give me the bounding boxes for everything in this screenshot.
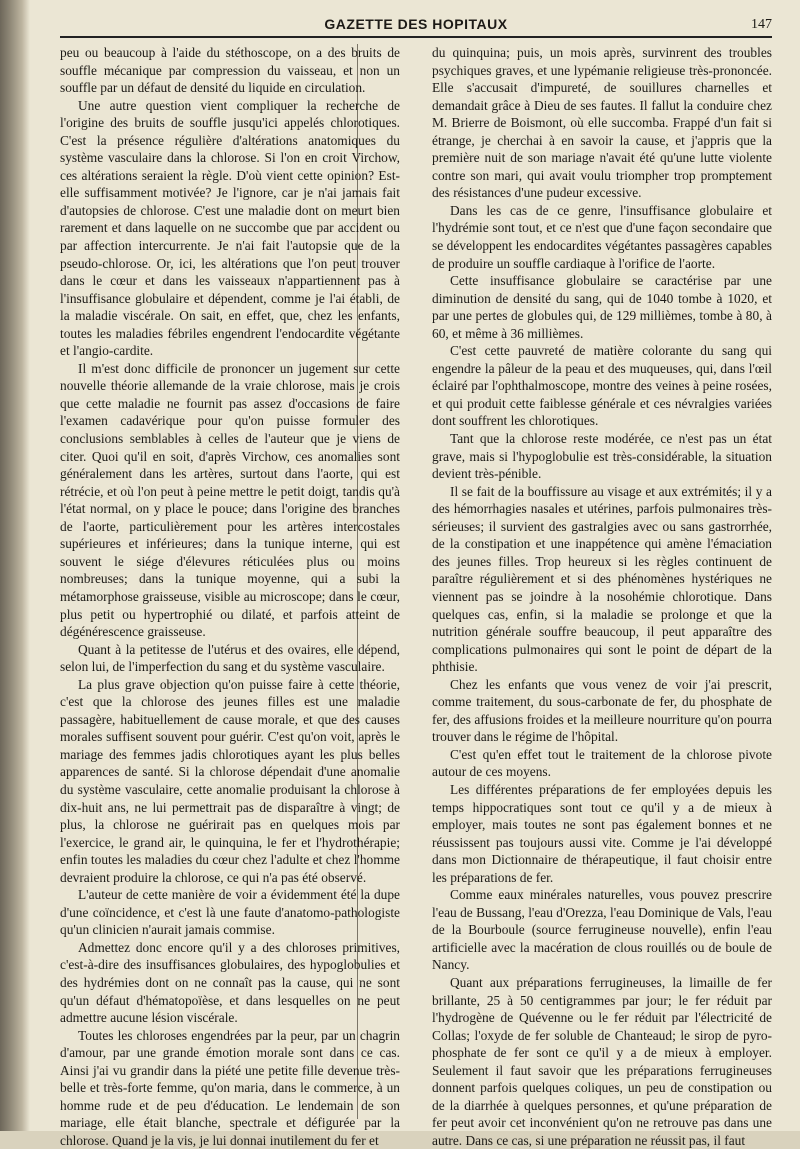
paragraph: L'auteur de cette manière de voir a évidemment été la dupe d'une coïncidence, et c'est là une faute d'anatomo-pathologiste qu'un clinicien n'aurait jamais commise. bbox=[60, 887, 400, 938]
paragraph: Cette insuffisance globulaire se caractérise par une diminution de densité du sang, qui de 1040 tombe à 1020, et par une pertes de globules qui, de 129 millièmes, tombe à 80, à 60, et même à 36 millièmes. bbox=[432, 273, 772, 341]
left-column bbox=[60, 44, 400, 1148]
page-number: 147 bbox=[751, 17, 772, 32]
paragraph: Tant que la chlorose reste modérée, ce n'est pas un état grave, mais si l'hypoglobulie est très-considérable, la situation devient très-pénible. bbox=[432, 431, 772, 482]
right-column bbox=[432, 44, 772, 1148]
paragraph: Quant à la petitesse de l'utérus et des ovaires, elle dépend, selon lui, de l'imperfection du sang et du système vasculaire. bbox=[60, 641, 400, 675]
page-binding-shadow bbox=[0, 0, 30, 1131]
paragraph: C'est cette pauvreté de matière colorante du sang qui engendre la pâleur de la peau et des muqueuses, qui, dans l'œil éclairé par l'ophthalmoscope, montre des veines à peine rosées, et qui produit cette faiblesse générale et ces névralgies variées dont souffrent les chlorotiques. bbox=[432, 343, 772, 429]
paragraph: Chez les enfants que vous venez de voir j'ai prescrit, comme traitement, du sous-carbonate de fer, du phosphate de fer, des affusions froides et la meilleure nourriture qu'on pourra trouver dans le régime de l'hôpital. bbox=[432, 676, 772, 745]
paragraph: Il se fait de la bouffissure au visage et aux extrémités; il y a des hémorrhagies nasales et utérines, parfois pulmonaires très-sérieuses; il survient des gastralgies avec ou sans gastrorrhée, de la constipation et une inappétence qui amène l'émaciation des jeunes filles. Trop heureux si les règles continuent de paraître régulièrement et si des phénomènes hystériques ne viennent pas se joindre à la nosohémie chlorotique. Dans quelques cas, enfin, si la maladie se prolonge et que la nutrition générale souffre beaucoup, il peut apparaître des complications pulmonaires qui sont le point de départ de la phthisie. bbox=[432, 483, 772, 675]
running-header bbox=[60, 14, 772, 38]
paragraph: Admettez donc encore qu'il y a des chloroses primitives, c'est-à-dire des insuffisances globulaires, des hypoglobulies et des hydrémies dont on ne connaît pas la cause, qui ne sont qu'un défaut d'hématopoïèse, et dans lesquelles on ne peut admettre aucune lésion viscérale. bbox=[60, 939, 400, 1026]
paragraph: Toutes les chloroses engendrées par la peur, par un chagrin d'amour, par une grande émotion morale sont dans ce cas. Ainsi j'ai vu grandir dans la piété une petite fille devenue très-belle et très-forte femme, qu'on maria, dans le commerce, à un homme rude et de peu d'éducation. Le lendemain de son mariage, elle était blanche, spectrale et défigurée par la chlorose. Quand je la vis, je lui donnai inutilement du fer et bbox=[60, 1027, 400, 1148]
paragraph: Quant aux préparations ferrugineuses, la limaille de fer brillante, 25 à 50 centigrammes par jour; le fer réduit par l'hydrogène de Quévenne ou le fer réduit par l'électricité de Collas; l'oxyde de fer soluble de Chanteaud; le sirop de pyro-phosphate de fer sont ce qu'il y a de mieux à employer. Seulement il faut savoir que les préparations ferrugineuses donnent parfois quelques coliques, un peu de constipation ou de la diarrhée à quelques personnes, et qu'une préparation de fer peut avoir cet inconvénient qu'on ne retrouve pas dans une autre. Dans ce cas, si une préparation ne réussit pas, il faut bbox=[432, 974, 772, 1148]
paragraph: Les différentes préparations de fer employées depuis les temps hippocratiques sont tout ce qu'il y a de mieux à employer, mais toutes ne sont pas également bonnes et ne réussissent pas toujours aussi vite. Comme je l'ai développé dans mon Dictionnaire de thérapeutique, il faut choisir entre les préparations de fer. bbox=[432, 781, 772, 885]
paragraph: Comme eaux minérales naturelles, vous pouvez prescrire l'eau de Bussang, l'eau d'Orezza, l'eau Dominique de Vals, l'eau de la Bourboule (source ferrugineuse nouvelle), enfin l'eau artificielle avec la macération de clous rouillés ou de boule de Nancy. bbox=[432, 887, 772, 973]
paragraph: C'est qu'en effet tout le traitement de la chlorose pivote autour de ces moyens. bbox=[432, 746, 772, 780]
paragraph: Une autre question vient compliquer la recherche de l'origine des bruits de souffle jusqu'ici appelés chlorotiques. C'est la présence régulière d'altérations anatomiques du système vasculaire dans la chlorose. Si l'on en croit Virchow, ces altérations seraient la règle. D'où vient cette opinion? Est-elle suffisamment motivée? Je l'ignore, car je n'ai jamais fait d'autopsies de chlorose. C'est une maladie dont on meurt bien rarement et dans laquelle on ne succombe que par accident ou par affection intercurrente. Je n'ai fait l'autopsie que de la pseudo-chlorose. Or, ici, les altérations que l'on peut trouver dans le cœur et dans les vaisseaux n'appartiennent pas à l'insuffisance globulaire et dépendent, comme je l'ai établi, de la maladie viscérale. On sait, en effet, que, chez les enfants, toutes les maladies fébriles engendrent l'endocardite végétante et l'angio-cardite. bbox=[60, 97, 400, 359]
paragraph: peu ou beaucoup à l'aide du stéthoscope, on a des bruits de souffle mécanique par compression du vaisseau, et non un souffle par un défaut de densité du liquide en circulation. bbox=[60, 45, 400, 96]
paragraph: La plus grave objection qu'on puisse faire à cette théorie, c'est que la chlorose des jeunes filles est une maladie passagère, habituellement de cause morale, et que des causes morales suffisent souvent pour guérir. C'est qu'on voit, après le mariage des femmes jadis chlorotiques ayant les plus belles apparences de santé. Si la chlorose dépendait d'une anomalie du système vasculaire, cette anomalie produisant la chlorose à dix-huit ans, ne lui permettrait pas de disparaître à vingt; de plus, la chlorose ne guérirait pas en quelques mois par l'exercice, le grand air, le quinquina, le fer et l'hydrothérapie; enfin toutes les maladies du cœur chez l'adulte et chez l'homme devraient produire la chlorose, ce qui n'a pas été observé. bbox=[60, 676, 400, 885]
paragraph: du quinquina; puis, un mois après, survinrent des troubles psychiques graves, et une lypémanie religieuse très-prononcée. Elle s'accusait d'impureté, de souillures charnelles et demandait grâce à Dieu de ses fautes. Il fallut la conduire chez M. Brierre de Boismont, où elle succomba. Frappé d'un fait si étrange, je cherchai à en savoir la cause, et j'appris que la première nuit de son mariage n'avait été qu'une lutte violente contre son mari, qui avait voulu triompher trop promptement des résistances d'une pudeur excessive. bbox=[432, 45, 772, 201]
paragraph: Dans les cas de ce genre, l'insuffisance globulaire et l'hydrémie sont tout, et ce n'est que d'une façon secondaire que se développent les endocardites végétantes passagères capables de produire un souffle cardiaque à l'orifice de l'aorte. bbox=[432, 202, 772, 271]
journal-title: GAZETTE DES HOPITAUX bbox=[324, 16, 508, 32]
article-columns bbox=[60, 44, 772, 1148]
paragraph: Il m'est donc difficile de prononcer un jugement sur cette nouvelle théorie allemande de la vraie chlorose, mais je crois que cette maladie ne fournit pas assez d'occasions de faire l'examen cadavérique pour qu'on puisse formuler des conclusions semblables à celles de l'auteur que je viens de citer. Quoi qu'il en soit, d'après Virchow, ces anomalies sont généralement dans les artères, surtout dans l'aorte, qui est rétrécie, et où l'on peut à peine mettre le petit doigt, tandis qu'à l'état normal, on y place le pouce; dans l'origine des branches de l'aorte, particulièrement pour les artères intercostales supérieures et inférieures; dans la tunique interne, qui est souvent le siége d'élevures réticulées plus ou moins nombreuses; dans la tunique moyenne, qui a subi la métamorphose graisseuse, visible au microscope; dans le cœur, plus petit ou hypertrophié ou dilaté, et parfois atteint de dégénérescence graisseuse. bbox=[60, 360, 400, 640]
